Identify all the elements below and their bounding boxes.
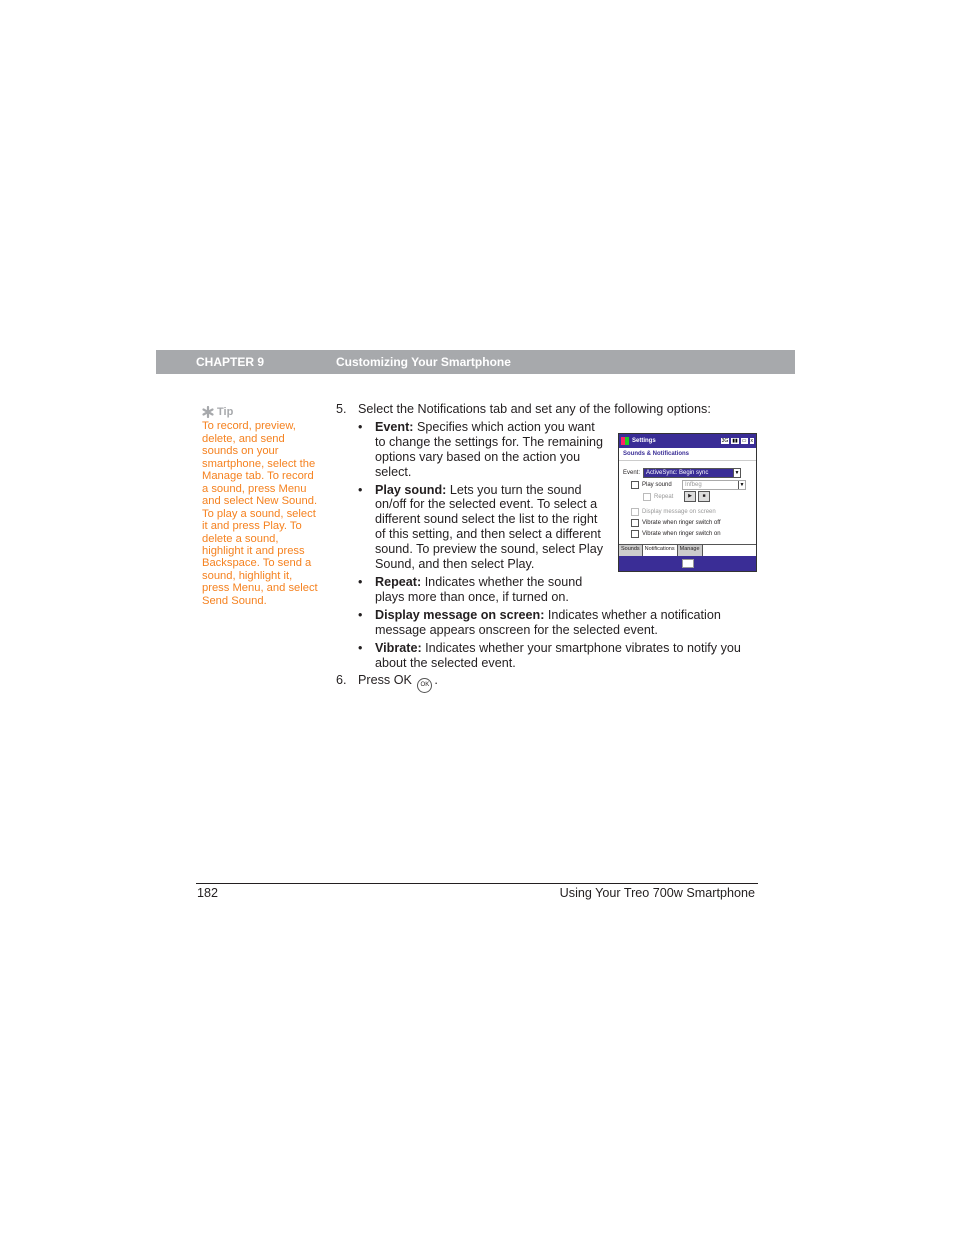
display-msg-checkbox[interactable] [631, 508, 639, 516]
list-item [336, 608, 756, 638]
vibrate-on-checkbox[interactable] [631, 530, 639, 538]
chapter-number: CHAPTER 9 [196, 355, 265, 369]
play-sound-row [631, 480, 746, 490]
play-sound-label: Play sound [642, 482, 672, 488]
option-term: Vibrate: [375, 640, 422, 655]
option-desc: Indicates whether the sound plays more than once, if turned on. [375, 574, 583, 604]
close-icon[interactable]: x [750, 438, 753, 444]
list-item [336, 641, 756, 671]
repeat-checkbox[interactable] [643, 493, 651, 501]
stop-button[interactable]: ■ [698, 491, 710, 502]
step-5 [336, 402, 756, 417]
chapter-header-bar [156, 350, 795, 374]
tip-sidebar [202, 406, 320, 607]
event-dropdown[interactable] [643, 468, 741, 478]
page-number: 182 [197, 886, 219, 900]
event-value: ActiveSync: Begin sync [646, 470, 709, 476]
tip-text: To record, preview, delete, and send sounds on your smartphone, select the Manage tab. To record a sound, press Menu and select New Sound. To play a sound, select it and press Play. To delete a sound, highlight it and press Backspace. To send a sound, highlight it, press Menu, and select Send Sound. [202, 420, 318, 607]
sound-dropdown[interactable] [682, 480, 746, 490]
screen-tabs [619, 544, 756, 556]
play-button[interactable]: ▶ [684, 491, 696, 502]
chapter-title: Customizing Your Smartphone [336, 355, 511, 369]
vibrate-on-label: Vibrate when ringer switch on [642, 531, 721, 537]
list-item [336, 575, 607, 605]
step-text: Select the Notifications tab and set any of the following options: [358, 402, 711, 416]
step-number: 5. [336, 402, 347, 416]
ok-key-icon: OK [417, 678, 432, 693]
tab-notifications[interactable]: Notifications [643, 545, 678, 556]
display-msg-label: Display message on screen [642, 509, 716, 515]
bullet: • [358, 574, 363, 589]
status-icons [721, 438, 754, 444]
bullet: • [358, 640, 363, 655]
event-label: Event: [623, 470, 641, 476]
repeat-row [643, 491, 712, 502]
tip-star-icon [202, 406, 214, 418]
tip-heading [202, 406, 320, 418]
dropdown-arrow-icon: ▼ [734, 470, 740, 476]
screen-title: Settings [632, 438, 656, 444]
option-term: Event: [375, 419, 414, 434]
tab-sounds[interactable]: Sounds [619, 545, 643, 556]
screen-menu-bar [619, 556, 756, 571]
option-term: Display message on screen: [375, 607, 545, 622]
option-desc: Specifies which action you want to change the settings for. The remaining options vary based on the action you select. [375, 419, 603, 479]
bullet: • [358, 482, 363, 497]
sound-value: Infbeg [685, 482, 702, 488]
tip-label: Tip [217, 406, 234, 418]
option-term: Repeat: [375, 574, 422, 589]
battery-icon: ▭ [741, 438, 747, 444]
bullet: • [358, 419, 363, 434]
option-desc: Lets you turn the sound on/off for the selected event. To select a different sound select the list to the right of this setting, and then select a different sound. To preview the sound, select Play Sound, and then select Play. [375, 482, 603, 572]
screen-title-bar [619, 434, 756, 448]
vibrate-on-row [631, 530, 721, 538]
tab-manage[interactable]: Manage [678, 545, 703, 556]
play-sound-checkbox[interactable] [631, 481, 639, 489]
repeat-label: Repeat [654, 493, 674, 500]
keyboard-icon[interactable] [682, 559, 694, 568]
bullet: • [358, 607, 363, 622]
step-end: . [434, 673, 438, 688]
settings-screenshot [618, 433, 757, 572]
network-3g-icon: 3G [721, 438, 729, 444]
display-msg-row [631, 508, 716, 516]
event-row [623, 468, 741, 478]
option-term: Play sound: [375, 482, 447, 497]
signal-icon: ▮▮ [732, 438, 738, 444]
step-text: Press OK [358, 673, 412, 688]
list-item [336, 420, 607, 480]
option-desc: Indicates whether your smartphone vibrates to notify you about the selected event. [375, 640, 741, 670]
dropdown-arrow-icon: ▼ [739, 482, 745, 488]
book-title: Using Your Treo 700w Smartphone [559, 886, 755, 900]
option-desc: Indicates whether a notification message appears onscreen for the selected event. [375, 607, 721, 637]
list-item [336, 483, 607, 572]
vibrate-off-row [631, 519, 721, 527]
vibrate-off-label: Vibrate when ringer switch off [642, 520, 721, 526]
vibrate-off-checkbox[interactable] [631, 519, 639, 527]
footer-rule [196, 883, 758, 884]
windows-flag-icon [621, 437, 629, 445]
step-6 [336, 673, 756, 693]
screen-heading: Sounds & Notifications [619, 448, 756, 461]
step-number: 6. [336, 673, 347, 688]
